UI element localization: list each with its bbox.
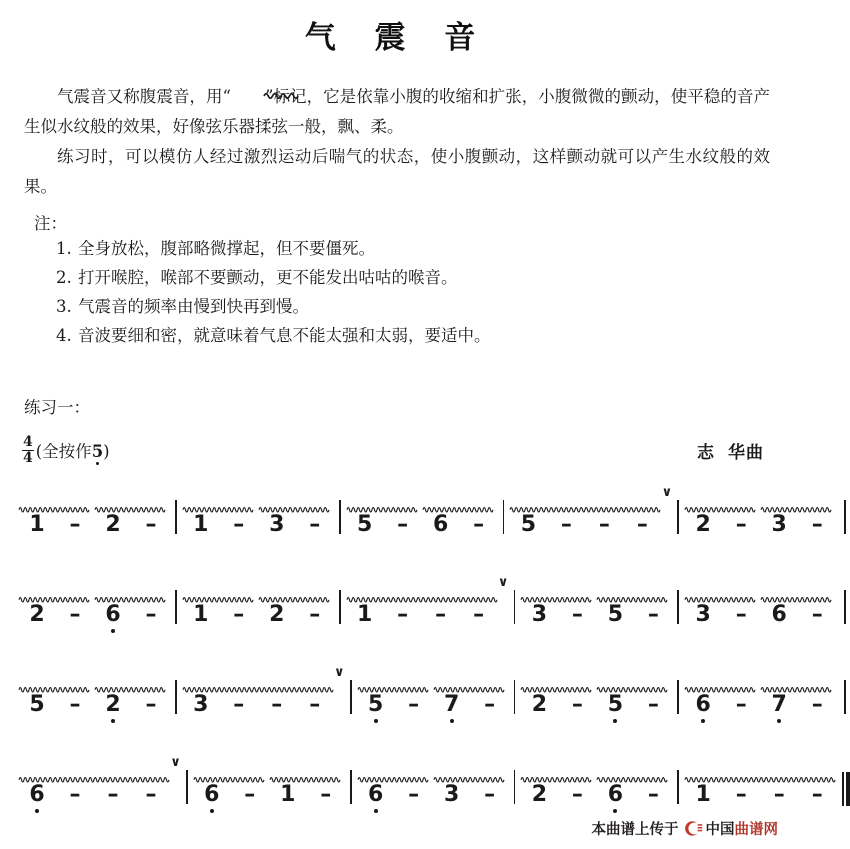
list-item-text: 音波要细和密，就意味着气息不能太强和太弱，要适中。 [78, 325, 491, 345]
note-extension-dash: – [69, 601, 81, 627]
vibrato-wave-icon [597, 680, 667, 689]
vibrato-wave-icon [183, 500, 253, 509]
site-logo[interactable] [686, 818, 779, 839]
key-indication [36, 438, 110, 462]
barline [677, 500, 679, 534]
vibrato-wave-icon [270, 770, 340, 779]
barline [186, 770, 188, 804]
note-group [18, 590, 94, 626]
note-group [193, 770, 269, 806]
note-group [94, 680, 170, 716]
note-number: 3 [443, 781, 460, 807]
barline [350, 680, 352, 714]
note-extension-dash: – [571, 601, 583, 627]
vibrato-wave-icon [434, 680, 504, 689]
vibrato-wave-icon [521, 770, 591, 779]
note-group [94, 500, 170, 536]
note-number: 6 [684, 694, 722, 716]
note-number: 5 [520, 511, 537, 537]
note-group [684, 590, 760, 626]
barline [503, 500, 505, 534]
vibrato-wave-icon [761, 680, 831, 689]
note-extension-dash: – [397, 601, 409, 627]
vibrato-wave-icon [194, 770, 264, 779]
note-number: 2 [105, 511, 121, 537]
note-number: 3 [269, 511, 285, 537]
footer-credit [592, 818, 779, 839]
note-extension-dash: – [233, 511, 245, 537]
note-extension-dash: – [233, 691, 245, 717]
vibrato-wave-icon [510, 500, 656, 509]
note-group [94, 590, 170, 626]
note-number: 5 [607, 601, 624, 627]
note-number: 3 [193, 691, 209, 717]
note-extension-dash: – [408, 781, 420, 807]
note-number: 2 [29, 601, 45, 627]
breath-mark: ∨ [661, 484, 673, 500]
measure [18, 754, 181, 807]
vibrato-wave-icon [423, 500, 493, 509]
paragraph-1-after-mark: ”标记，它是依靠小腹的收缩和扩张，小腹微微的颤动，使平稳的音产生似水纹般的效果，好像弦乐器揉弦一般，飘、柔。 [24, 86, 770, 136]
note-extension-dash: – [435, 601, 447, 627]
measure [18, 500, 170, 536]
barline [844, 500, 846, 534]
vibrato-wave-icon [259, 590, 329, 599]
note-group [509, 500, 661, 536]
paragraph-1-before-mark: 气震音又称腹震音，用“ [57, 86, 231, 106]
note-number: 1 [193, 511, 209, 537]
barline [514, 770, 516, 804]
list-item [56, 292, 794, 321]
list-item-text: 全身放松，腹部略微撑起，但不要僵死。 [78, 238, 375, 258]
measure [509, 484, 673, 537]
list-item-number: 2. [56, 267, 72, 287]
note-extension-dash: – [773, 781, 785, 807]
staff-line [18, 478, 823, 568]
measure [520, 590, 672, 626]
breath-mark: ∨ [334, 664, 345, 680]
vibrato-wave-icon [95, 500, 165, 509]
note-number: 5 [29, 691, 45, 717]
barline [844, 680, 846, 714]
vibrato-wave-icon [19, 770, 165, 779]
vibrato-wave-icon [347, 590, 493, 599]
vibrato-wave-icon [597, 770, 667, 779]
vibrato-wave-icon [685, 500, 755, 509]
note-group [596, 680, 672, 716]
note-extension-dash: – [233, 601, 245, 627]
note-group [182, 680, 334, 716]
paragraph-1 [24, 79, 770, 142]
vibrato-wave-icon [685, 770, 831, 779]
note-extension-dash: – [647, 691, 659, 717]
list-item-number: 4. [56, 325, 72, 345]
note-number: 6 [18, 784, 56, 806]
measure [18, 590, 170, 626]
vibrato-wave-icon [347, 500, 417, 509]
vibrato-wave-icon [183, 590, 253, 599]
note-extension-dash: – [69, 691, 81, 717]
measure [520, 680, 672, 716]
note-extension-dash: – [735, 601, 747, 627]
composer-credit [697, 438, 764, 463]
site-name-red: 曲谱网 [734, 821, 778, 838]
key-prefix: (全按作 [35, 442, 92, 462]
note-group [346, 590, 498, 626]
note-number: 1 [280, 781, 296, 807]
note-number: 1 [29, 511, 45, 537]
note-number: 5 [356, 511, 373, 537]
note-extension-dash: – [735, 691, 747, 717]
vibrato-wave-icon [231, 79, 265, 87]
note-group [596, 590, 672, 626]
score-header [0, 394, 794, 478]
intro-prose [24, 79, 770, 202]
measure [684, 680, 836, 716]
note-number: 6 [432, 511, 449, 537]
list-item-number: 1. [56, 238, 72, 258]
note-extension-dash: – [309, 511, 321, 537]
note-extension-dash: – [811, 601, 823, 627]
note-extension-dash: – [408, 691, 420, 717]
note-extension-dash: – [271, 691, 283, 717]
barline [844, 590, 846, 624]
note-extension-dash: – [735, 781, 747, 807]
note-number: 5 [357, 694, 395, 716]
list-item [56, 234, 794, 263]
barline [339, 590, 341, 624]
note-extension-dash: – [647, 601, 659, 627]
notes-label: 注： [34, 213, 67, 233]
measure [182, 664, 345, 717]
measure [357, 680, 509, 716]
note-extension-dash: – [647, 781, 659, 807]
measure [684, 500, 836, 536]
note-number: 2 [531, 691, 548, 717]
time-signature-denominator: 4 [23, 449, 33, 466]
note-extension-dash: – [309, 601, 321, 627]
note-extension-dash: – [560, 511, 572, 537]
note-number: 7 [433, 694, 471, 716]
measure [684, 770, 836, 806]
note-number: 6 [193, 784, 231, 806]
note-number: 2 [695, 511, 711, 537]
note-number: 2 [94, 694, 132, 716]
note-group [182, 590, 258, 626]
note-number: 2 [269, 601, 285, 627]
note-extension-dash: – [107, 781, 119, 807]
note-number: 1 [356, 601, 373, 627]
list-item-text: 气震音的频率由慢到快再到慢。 [78, 296, 309, 316]
measure [346, 500, 498, 536]
note-group [520, 680, 596, 716]
vibrato-wave-icon [521, 680, 591, 689]
note-extension-dash: – [145, 601, 157, 627]
qupu-logo-icon [686, 820, 703, 837]
note-extension-dash: – [244, 781, 256, 807]
note-extension-dash: – [636, 511, 648, 537]
time-signature-numerator: 4 [23, 433, 33, 450]
note-group [357, 770, 433, 806]
note-extension-dash: – [473, 601, 485, 627]
note-number: 6 [596, 784, 634, 806]
footer-uploaded-text: 本曲谱上传于 [591, 821, 679, 838]
staff-line [18, 568, 823, 658]
staff-line [18, 658, 823, 748]
measure [18, 680, 170, 716]
vibrato-wave-icon [358, 680, 428, 689]
note-extension-dash: – [69, 511, 81, 537]
note-group [760, 590, 836, 626]
breath-mark: ∨ [497, 574, 509, 590]
note-group [520, 770, 596, 806]
barline [514, 590, 516, 624]
note-number: 6 [357, 784, 395, 806]
note-group [760, 680, 836, 716]
barline [175, 500, 177, 534]
score-staves [0, 478, 823, 838]
barline [339, 500, 341, 534]
note-number: 3 [695, 601, 711, 627]
vibrato-wave-icon [95, 680, 165, 689]
key-suffix: ) [103, 442, 110, 462]
note-extension-dash: – [473, 511, 485, 537]
note-group [596, 770, 672, 806]
barline [677, 680, 679, 714]
note-group [346, 500, 422, 536]
note-group [18, 770, 170, 806]
note-extension-dash: – [145, 691, 157, 717]
note-extension-dash: – [598, 511, 610, 537]
note-extension-dash: – [811, 781, 823, 807]
note-number: 5 [596, 694, 634, 716]
note-group [357, 680, 433, 716]
measure [182, 590, 334, 626]
vibrato-wave-icon [434, 770, 504, 779]
note-extension-dash: – [145, 781, 157, 807]
page-title: 气 震 音 [304, 20, 490, 56]
time-signature [22, 433, 34, 466]
site-name-dark: 中国 [705, 821, 735, 838]
vibrato-wave-icon [259, 500, 329, 509]
note-number: 6 [94, 604, 132, 626]
measure [357, 770, 509, 806]
note-extension-dash: – [484, 781, 496, 807]
note-extension-dash: – [735, 511, 747, 537]
note-number: 7 [760, 694, 798, 716]
note-extension-dash: – [484, 691, 496, 717]
note-extension-dash: – [397, 511, 409, 537]
composer-givenname: 华曲 [728, 442, 764, 463]
note-extension-dash: – [571, 781, 583, 807]
note-number: 1 [193, 601, 209, 627]
note-group [433, 770, 509, 806]
note-number: 3 [531, 601, 548, 627]
vibrato-wave-icon [685, 680, 755, 689]
note-extension-dash: – [811, 511, 823, 537]
note-group [433, 680, 509, 716]
measure [520, 770, 672, 806]
vibrato-wave-icon [19, 590, 89, 599]
note-group [520, 590, 596, 626]
barline [677, 770, 679, 804]
barline [175, 590, 177, 624]
paragraph-2: 练习时，可以模仿人经过激烈运动后喘气的状态，使小腹颤动，这样颤动就可以产生水纹般的效果。 [24, 146, 770, 196]
note-group [422, 500, 498, 536]
vibrato-wave-icon [761, 590, 831, 599]
note-group [258, 500, 334, 536]
note-extension-dash: – [69, 781, 81, 807]
measure [346, 574, 509, 627]
note-extension-dash: – [320, 781, 332, 807]
note-group [684, 770, 836, 806]
note-group [760, 500, 836, 536]
final-barline [842, 772, 850, 806]
note-number: 6 [771, 601, 787, 627]
list-item-text: 打开喉腔，喉部不要颤动，更不能发出咕咕的喉音。 [78, 267, 458, 287]
vibrato-wave-icon [597, 590, 667, 599]
measure [684, 590, 836, 626]
note-number: 1 [695, 781, 711, 807]
note-extension-dash: – [145, 511, 157, 537]
note-group [182, 500, 258, 536]
meter-row [22, 433, 110, 466]
vibrato-wave-icon [685, 590, 755, 599]
note-extension-dash: – [309, 691, 321, 717]
list-item [56, 321, 794, 350]
vibrato-wave-icon [521, 590, 591, 599]
vibrato-wave-icon [19, 680, 89, 689]
exercise-label: 练习一： [24, 397, 90, 417]
note-group [269, 770, 345, 806]
note-group [18, 500, 94, 536]
barline [677, 590, 679, 624]
vibrato-wave-icon [761, 500, 831, 509]
note-group [684, 680, 760, 716]
note-group [684, 500, 760, 536]
measure [193, 770, 345, 806]
vibrato-wave-icon [19, 500, 89, 509]
note-extension-dash: – [571, 691, 583, 717]
list-item-number: 3. [56, 296, 72, 316]
vibrato-wave-icon [183, 680, 329, 689]
breath-mark: ∨ [170, 754, 181, 770]
note-group [258, 590, 334, 626]
barline [514, 680, 516, 714]
note-group [18, 680, 94, 716]
list-item [56, 263, 794, 292]
vibrato-wave-icon [95, 590, 165, 599]
note-extension-dash: – [811, 691, 823, 717]
notes-list [56, 234, 794, 350]
barline [175, 680, 177, 714]
barline [350, 770, 352, 804]
vibrato-wave-icon [358, 770, 428, 779]
note-number: 2 [531, 781, 548, 807]
note-number: 3 [771, 511, 787, 537]
measure [182, 500, 334, 536]
key-note: 5 [91, 442, 104, 462]
composer-surname: 志 [697, 442, 715, 463]
